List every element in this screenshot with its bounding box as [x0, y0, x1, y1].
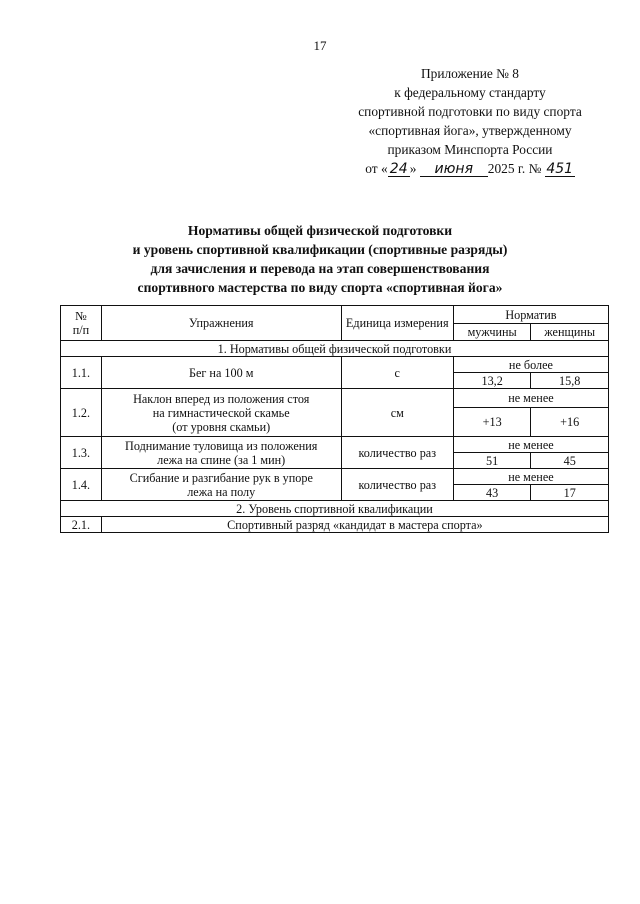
- row-men-value: 13,2: [453, 373, 531, 389]
- row-unit: количество раз: [341, 437, 453, 469]
- header-unit: Единица измерения: [341, 306, 453, 341]
- row-qualifier: не менее: [453, 437, 608, 453]
- row-men-value: +13: [453, 408, 531, 437]
- row-exercise: Бег на 100 м: [101, 357, 341, 389]
- section-heading-2: 2. Уровень спортивной квалификации: [61, 501, 609, 517]
- row-exercise: Поднимание туловища из положения лежа на спине (за 1 мин): [101, 437, 341, 469]
- row-num: 1.1.: [61, 357, 102, 389]
- row-qualifier: не более: [453, 357, 608, 373]
- date-prefix: от «: [365, 161, 388, 176]
- page-number: 17: [313, 38, 327, 53]
- row-men-value: 51: [453, 453, 531, 469]
- row-women-value: 15,8: [531, 373, 609, 389]
- row-qualifier: не менее: [453, 469, 608, 485]
- row-num: 1.4.: [61, 469, 102, 501]
- order-date-line: [340, 159, 600, 178]
- appendix-block: [340, 64, 600, 178]
- row-women-value: 17: [531, 485, 609, 501]
- header-exercise: Упражнения: [101, 306, 341, 341]
- title-line: для зачисления и перевода на этап совершенствования: [150, 261, 490, 276]
- appendix-line: спортивной подготовки по виду спорта: [358, 104, 582, 119]
- row-women-value: 45: [531, 453, 609, 469]
- appendix-line: к федеральному стандарту: [394, 85, 546, 100]
- row-unit: см: [341, 389, 453, 437]
- row-women-value: +16: [531, 408, 609, 437]
- handwritten-month: июня: [420, 162, 488, 177]
- title-line: и уровень спортивной квалификации (спортивные разряды): [132, 242, 508, 257]
- title-line: Нормативы общей физической подготовки: [187, 223, 453, 238]
- handwritten-day: 24: [388, 162, 410, 177]
- norms-table: [60, 305, 609, 533]
- header-women: женщины: [531, 324, 609, 341]
- row-qualifier: не менее: [453, 389, 608, 408]
- row-num: 1.3.: [61, 437, 102, 469]
- row-unit: количество раз: [341, 469, 453, 501]
- row-qualification: Спортивный разряд «кандидат в мастера спорта»: [101, 517, 608, 533]
- date-mid: »: [409, 161, 417, 176]
- header-norm: Норматив: [453, 306, 608, 324]
- row-unit: с: [341, 357, 453, 389]
- row-exercise: Сгибание и разгибание рук в упоре лежа на полу: [101, 469, 341, 501]
- section-heading-1: 1. Нормативы общей физической подготовки: [61, 341, 609, 357]
- header-num: № п/п: [61, 306, 102, 341]
- date-year: 2025 г. №: [487, 161, 542, 176]
- title-line: спортивного мастерства по виду спорта «спортивная йога»: [137, 280, 503, 295]
- document-title: [60, 221, 580, 297]
- row-exercise: Наклон вперед из положения стоя на гимнастической скамье (от уровня скамьи): [101, 389, 341, 437]
- handwritten-order-number: 451: [546, 161, 574, 177]
- appendix-line: приказом Минспорта России: [387, 142, 553, 157]
- appendix-line: «спортивная йога», утвержденному: [368, 123, 572, 138]
- appendix-line: Приложение № 8: [420, 66, 520, 81]
- header-men: мужчины: [453, 324, 531, 341]
- row-num: 2.1.: [61, 517, 102, 533]
- row-num: 1.2.: [61, 389, 102, 437]
- row-men-value: 43: [453, 485, 531, 501]
